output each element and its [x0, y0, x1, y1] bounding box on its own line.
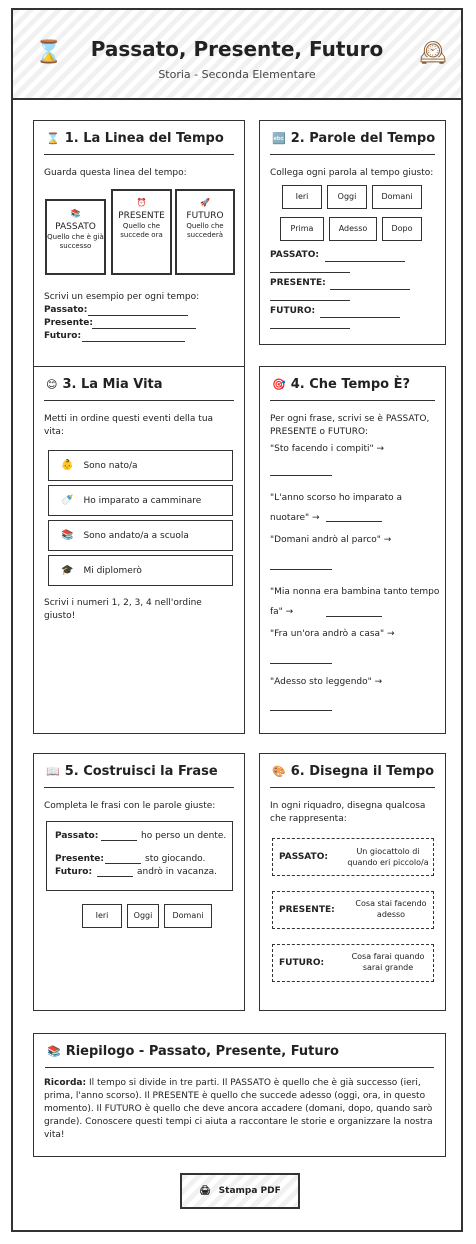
line-label: Passato:	[44, 305, 88, 315]
card-timeline	[33, 120, 245, 370]
sentence-rest: andrò in vacanza.	[137, 867, 217, 877]
timeline-box-present	[111, 189, 172, 275]
clock-icon: 🕰	[419, 41, 447, 66]
timeline-desc: Quello che succede ora	[120, 222, 163, 239]
timeline-label: PASSATO	[55, 222, 96, 232]
card-time-words	[259, 120, 446, 345]
worksheet-page	[11, 8, 463, 1232]
sentence-rest: sto giocando.	[145, 854, 206, 864]
timeline-desc: Quello che è già successo	[47, 233, 104, 250]
box-label: PASSATO:	[279, 852, 328, 862]
line-label: Presente:	[44, 318, 94, 328]
summary-box	[33, 1033, 446, 1157]
card-title-text: 3. La Mia Vita	[62, 377, 163, 392]
summary-lead: Ricorda:	[44, 1078, 87, 1088]
word-chip[interactable]: Ieri	[82, 904, 122, 928]
answer-line[interactable]	[105, 863, 141, 864]
answer-line[interactable]	[326, 616, 382, 617]
drawing-box-past[interactable]	[272, 838, 434, 876]
card-which-time	[259, 366, 446, 734]
card-title-text: 5. Costruisci la Frase	[64, 764, 218, 779]
summary-body: Il tempo si divide in tre parti. Il PASSATO è quello che è già successo (ieri, prima, l'anno scorso). Il PRESENTE è quello che succede adesso (oggi, ora, in questo momento). Il FUTURO è quello che deve ancora accadere (domani, dopo, quando sarò grande). Conoscere questi tempi ci aiuta a raccontare le storie e organizzare la nostra vita!	[44, 1078, 433, 1140]
sentence: "Adesso sto leggendo" →	[270, 677, 383, 687]
sentence: "Fra un'ora andrò a casa" →	[270, 629, 395, 639]
answer-line[interactable]	[270, 272, 350, 273]
card-intro: Collega ogni parola al tempo giusto:	[270, 168, 434, 178]
answer-line[interactable]	[101, 840, 137, 841]
card-draw-time	[259, 753, 446, 1011]
sentence-rest: ho perso un dente.	[141, 831, 227, 841]
row-label: Presente:	[55, 854, 105, 864]
line-label	[55, 853, 104, 866]
word-chip[interactable]: Domani	[164, 904, 212, 928]
line-label	[55, 866, 92, 879]
line-label: Futuro:	[44, 331, 82, 341]
answer-line[interactable]	[270, 663, 332, 664]
box-desc: Un giocattolo di quando eri piccolo/a	[347, 847, 429, 867]
box-desc: Cosa farai quando sarai grande	[351, 952, 425, 972]
sentence: "Mia nonna era bambina tanto tempo fa" →	[270, 587, 440, 617]
word-chip[interactable]: Ieri	[282, 185, 322, 209]
graduation-cap-icon: 🎓	[61, 565, 74, 576]
alarm-clock-icon: ⏰	[136, 198, 147, 207]
card-intro: Per ogni frase, scrivi se è PASSATO, PRESENTE o FUTURO:	[270, 414, 430, 437]
card-my-life	[33, 366, 245, 734]
answer-line[interactable]	[325, 261, 405, 262]
card-title-text: 1. La Linea del Tempo	[64, 131, 224, 146]
drawing-box-present[interactable]	[272, 891, 434, 929]
event-item[interactable]	[48, 520, 233, 551]
open-book-icon: 📖	[46, 765, 60, 778]
card-intro: Guarda questa linea del tempo:	[44, 168, 187, 178]
summary-text	[44, 1077, 437, 1142]
books-icon: 📚	[70, 209, 81, 218]
box-desc: Cosa stai facendo adesso	[355, 899, 427, 919]
line-label: PASSATO:	[270, 250, 319, 260]
line-label	[55, 830, 98, 843]
word-chip[interactable]: Oggi	[327, 185, 367, 209]
page-title: Passato, Presente, Futuro	[90, 37, 384, 61]
answer-line[interactable]	[270, 300, 350, 301]
answer-line[interactable]	[92, 328, 196, 329]
sentence: "Domani andrò al parco" →	[270, 535, 392, 545]
card-title	[44, 764, 234, 788]
card-title-text: 6. Disegna il Tempo	[290, 764, 435, 779]
timeline-label: FUTURO	[186, 211, 224, 221]
books-icon: 📚	[61, 530, 74, 541]
header	[13, 10, 461, 100]
card-title-text: Riepilogo - Passato, Presente, Futuro	[65, 1044, 339, 1059]
baby-icon: 👶	[61, 460, 74, 471]
box-label: PRESENTE:	[279, 905, 335, 915]
word-chip[interactable]: Oggi	[127, 904, 159, 928]
row-label: Futuro:	[55, 867, 93, 877]
card-title-text: 2. Parole del Tempo	[290, 131, 436, 146]
word-chip[interactable]: Dopo	[382, 217, 422, 241]
box-label: FUTURO:	[279, 958, 325, 968]
event-item[interactable]	[48, 555, 233, 586]
event-label: Mi diplomerò	[83, 566, 142, 576]
timeline-desc: Quello che succederà	[186, 222, 224, 239]
event-label: Sono nato/a	[83, 461, 138, 471]
card-build-sentence	[33, 753, 245, 1011]
bottle-icon: 🍼	[61, 495, 74, 506]
answer-line[interactable]	[270, 328, 350, 329]
palette-icon: 🎨	[272, 765, 286, 778]
hourglass-icon: ⌛	[46, 132, 60, 145]
card-title	[44, 377, 234, 401]
card-intro: Metti in ordine questi eventi della tua vita:	[44, 414, 214, 437]
answer-line[interactable]	[270, 475, 332, 476]
card-title	[270, 377, 435, 401]
timeline-box-future	[175, 189, 235, 275]
sentence: "L'anno scorso ho imparato a nuotare" →	[270, 493, 403, 523]
row-label: Passato:	[55, 831, 99, 841]
books-icon: 📚	[47, 1045, 61, 1058]
card-title	[270, 764, 435, 788]
drawing-box-future[interactable]	[272, 944, 434, 982]
answer-line[interactable]	[320, 317, 400, 318]
card-instruction: Scrivi un esempio per ogni tempo:	[44, 292, 200, 302]
answer-line[interactable]	[82, 341, 185, 342]
word-chip[interactable]: Prima	[280, 217, 324, 241]
answer-line[interactable]	[270, 569, 332, 570]
sentence-box	[46, 821, 233, 891]
word-chip[interactable]: Adesso	[329, 217, 377, 241]
answer-line[interactable]	[88, 315, 188, 316]
print-button-label: Stampa PDF	[218, 1186, 281, 1196]
abc-icon: 🔤	[272, 132, 286, 145]
event-label: Ho imparato a camminare	[83, 496, 202, 506]
rocket-icon: 🚀	[200, 198, 210, 207]
target-icon: 🎯	[272, 378, 286, 391]
event-item[interactable]	[48, 485, 233, 516]
event-item[interactable]	[48, 450, 233, 481]
sentence: "Sto facendo i compiti" →	[270, 444, 385, 454]
summary-title	[45, 1044, 434, 1068]
smiley-icon: 😊	[46, 378, 58, 391]
timeline-box-past	[45, 199, 106, 275]
answer-line[interactable]	[97, 876, 133, 877]
card-intro: Completa le frasi con le parole giuste:	[44, 801, 216, 811]
answer-line[interactable]	[270, 710, 332, 711]
event-label: Sono andato/a a scuola	[83, 531, 189, 541]
line-label: FUTURO:	[270, 306, 316, 316]
card-intro: In ogni riquadro, disegna qualcosa che rappresenta:	[270, 801, 426, 824]
answer-line[interactable]	[330, 289, 410, 290]
card-title-text: 4. Che Tempo È?	[290, 377, 411, 392]
timeline-label: PRESENTE	[118, 211, 165, 221]
line-label: PRESENTE:	[270, 278, 326, 288]
answer-line[interactable]	[326, 521, 382, 522]
page-subtitle: Storia - Seconda Elementare	[158, 68, 316, 81]
card-title	[270, 131, 435, 155]
card-instruction: Scrivi i numeri 1, 2, 3, 4 nell'ordine giusto!	[44, 598, 202, 621]
printer-icon: 🖨	[199, 1186, 211, 1196]
hourglass-icon: ⌛	[35, 40, 63, 65]
card-title	[44, 131, 234, 155]
word-chip[interactable]: Domani	[372, 185, 422, 209]
print-pdf-button[interactable]	[180, 1173, 300, 1209]
